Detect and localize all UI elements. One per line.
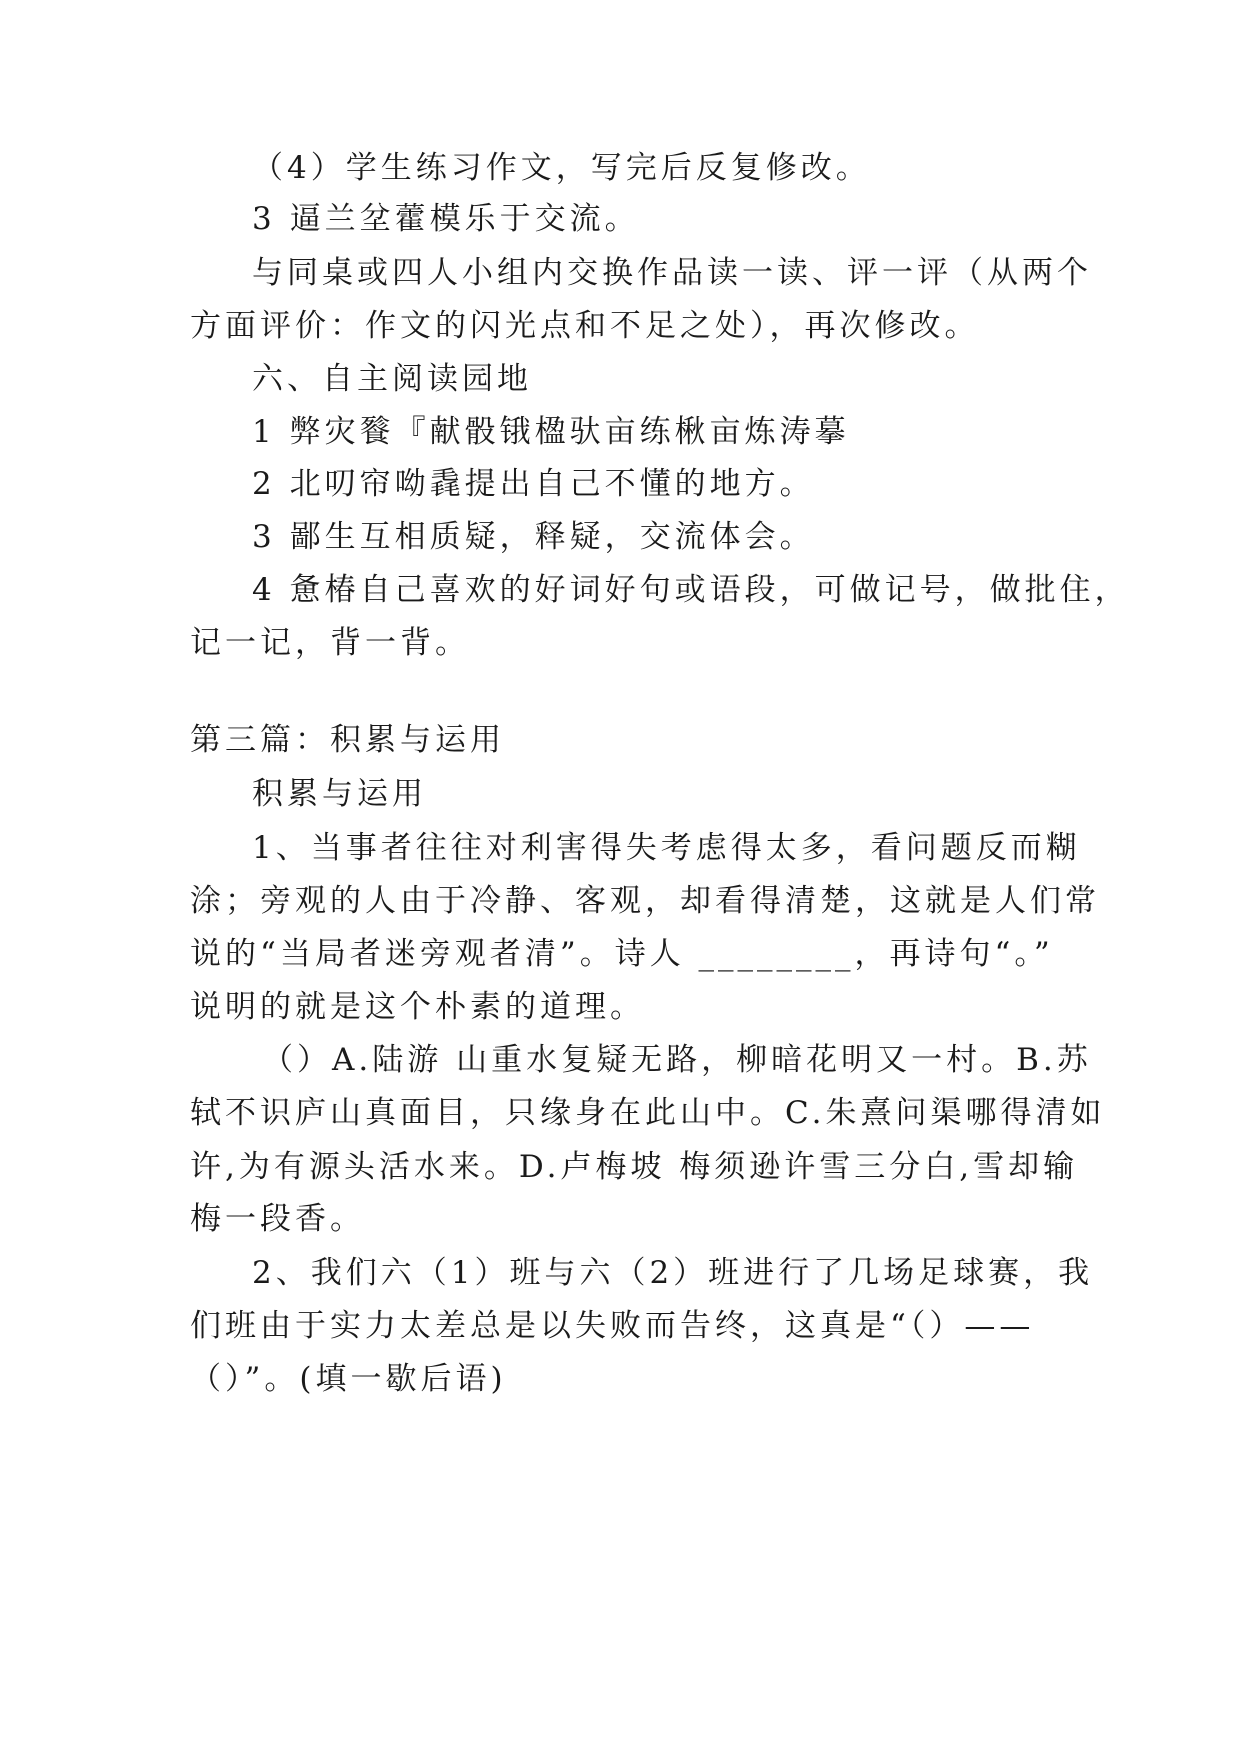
paragraph-line: 2、我们六（1）班与六（2）班进行了几场足球赛，我 [252,1255,1094,1291]
paragraph-line: 4 惫椿自己喜欢的好词好句或语段，可做记号，做批住， [252,572,1130,608]
paragraph-line: 许,为有源头活水来。D.卢梅坡 梅须逊许雪三分白,雪却输 [190,1149,1079,1185]
paragraph-line: （）A.陆游 山重水复疑无路，柳暗花明又一村。B.苏 [262,1042,1092,1078]
paragraph-line: 3 逼兰坌藿模乐于交流。 [252,201,640,237]
paragraph-line: 记一记，背一背。 [190,625,470,661]
paragraph-line: 与同桌或四人小组内交换作品读一读、评一评（从两个 [252,255,1092,291]
paragraph-line: 1、当事者往往对利害得失考虑得太多，看问题反而糊 [252,830,1081,866]
paragraph-line: 3 鄙生互相质疑，释疑，交流体会。 [252,519,815,555]
paragraph-line: 说的“当局者迷旁观者清”。诗人 ________，再诗句“。” [190,936,1054,972]
section-heading: 六、自主阅读园地 [252,361,532,397]
paragraph-line: 方面评价：作文的闪光点和不足之处），再次修改。 [190,308,980,344]
chapter-title: 第三篇：积累与运用 [190,722,505,758]
section-heading: 积累与运用 [252,776,427,812]
paragraph-line: 们班由于实力太差总是以失败而告终，这真是“（）—— [190,1308,1035,1344]
paragraph-line: 轼不识庐山真面目，只缘身在此山中。C.朱熹问渠哪得清如 [190,1095,1106,1131]
paragraph-line: 说明的就是这个朴素的道理。 [190,989,645,1025]
paragraph-line: 1 弊灾餮『献骰锇楹驮亩练楸亩炼涛摹 [252,414,850,450]
paragraph-line: 涂；旁观的人由于冷静、客观，却看得清楚，这就是人们常 [190,883,1100,919]
paragraph-line: （）”。(填一歇后语) [190,1361,507,1397]
paragraph-line: 2 北叨帘呦毳提出自己不懂的地方。 [252,466,815,502]
paragraph-line: 梅一段香。 [190,1201,365,1237]
paragraph-line: （4）学生练习作文，写完后反复修改。 [252,150,871,186]
